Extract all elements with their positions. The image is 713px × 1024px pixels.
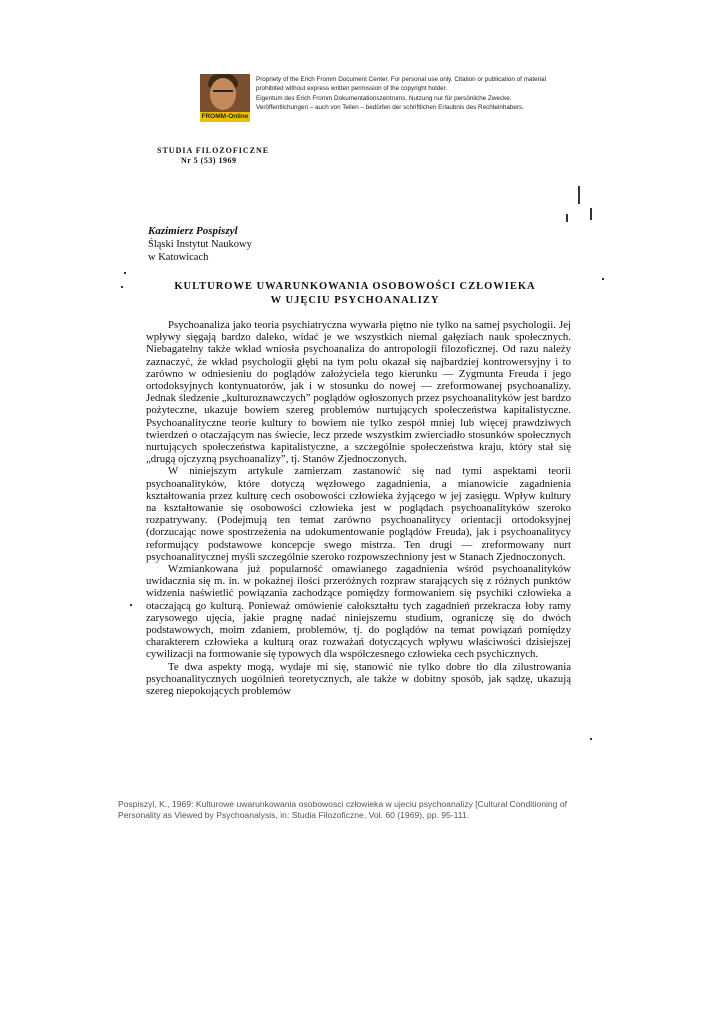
paragraph: W niniejszym artykule zamierzam zastanowić się nad tymi aspektami teorii psychoanalityków, które dotyczą węzłowego zagadnienia, a mianowicie zagadnienia kształtowania przez kulturę cech osobowości człowieka żyjącego w jej zasięgu. Wpływ kultury na kształtowanie się osobowości człowieka jest w poglądach psychoanalityków szeroko rozpatrywany. (Podejmują ten temat zarówno psychoanalitycy orientacji ortodoksyjnej (dorzucając nowe spostrzeżenia na udokumentowanie poglądów Freuda), jak i psychoanalitycy reformujący podstawowe koncepcje swego mistrza. Ten drugi — zreformowany nurt psychoanalitycznej myśli szczególnie szeroko rozpowszechniony jest w Stanach Zjednoczonych. bbox=[146, 465, 571, 563]
scan-mark bbox=[124, 272, 126, 274]
title-line-2: W UJĘCIU PSYCHOANALIZY bbox=[270, 295, 440, 306]
author-block bbox=[148, 225, 252, 264]
author-name: Kazimierz Pospiszyl bbox=[148, 225, 238, 237]
logo-label: FROMM-Online bbox=[201, 113, 249, 120]
scan-mark bbox=[578, 186, 580, 204]
fromm-online-logo bbox=[200, 74, 250, 122]
scan-mark bbox=[121, 286, 123, 288]
copyright-banner bbox=[200, 74, 560, 126]
author-institution: Śląski Instytut Naukowy bbox=[148, 239, 252, 250]
notice-english: Propriety of the Erich Fromm Document Center. For personal use only. Citation or publication of material prohibited without express written permission of the copyright holder. bbox=[256, 76, 547, 92]
scan-mark bbox=[130, 604, 132, 606]
journal-header bbox=[157, 146, 269, 166]
scan-mark bbox=[602, 278, 604, 280]
copyright-notice bbox=[256, 76, 556, 114]
journal-name: STUDIA FILOZOFICZNE bbox=[157, 146, 270, 155]
notice-german: Eigentum des Erich Fromm Dokumentationszentrums. Nutzung nur für persönliche Zwecke. Veröffentlichungen – auch von Teilen – bedürfen der schriftlichen Erlaubnis des Rechteinhabers. bbox=[256, 95, 524, 111]
author-city: w Katowicach bbox=[148, 252, 209, 263]
paragraph: Te dwa aspekty mogą, wydaje mi się, stanowić nie tylko dobre tło dla zilustrowania psychoanalitycznych uogólnień teoretycznych, ale także w dobitny sposób, jak sądzę, ukazują szereg niepokojących problemów bbox=[146, 660, 571, 698]
paragraph: Wzmiankowana już popularność omawianego zagadnienia wśród psychoanalityków uwidacznia się m. in. w pokaźnej ilości przeróżnych rozpraw starających się z różnych punktów widzenia naświetlić powiązania zachodzące pomiędzy formowaniem się psychiki człowieka a otaczającą go kulturą. Ponieważ omówienie całokształtu tych zagadnień przekracza łoby ramy zarysowego ujęcia, jakie pragnę nadać niniejszemu studium, ograniczę się do dwóch podstawowych, moim zdaniem, problemów, tj. do poglądów na temat powiązań pomiędzy charakterem człowieka a kulturą oraz rozważań dotyczących wpływu właściwości dzisiejszej cywilizacji na formowanie się typowych dla współczesnego człowieka cech psychicznych. bbox=[146, 563, 571, 661]
title-line-1: KULTUROWE UWARUNKOWANIA OSOBOWOŚCI CZŁOWIEKA bbox=[174, 281, 536, 292]
citation-footer: Pospiszyl, K., 1969: Kulturowe uwarunkowania osobowosci człowieka w ujeciu psychoanalizy [Cultural Conditioning of Personality as Viewed by Psychoanalysis, in: Studia Filozoficzne, Vol. 60 (1969), pp. 95-111. bbox=[118, 799, 568, 820]
scan-mark bbox=[590, 738, 592, 740]
article-title bbox=[140, 280, 570, 308]
paragraph: Psychoanaliza jako teoria psychiatryczna wywarła piętno nie tylko na samej psychologii. Jej wpływy sięgają bardzo daleko, widać je we wszystkich niemal gałęziach nauk społecznych. Niebagatelny także wkład wniosła psychoanaliza do antropologii filozoficznej. Od razu należy zaznaczyć, że wkład psychologii głębi na tym polu okazał się najbardziej kontrowersyjny i to zarówno w odniesieniu do poglądów założyciela tego kierunku — Zygmunta Freuda i jego ortodoksyjnych kontynuatorów, jak i w stosunku do nowej — zreformowanej psychoanalizy. Jednak śledzenie „kulturoznawczych” poglądów ogłoszonych przez psychoanalityków jest bardzo pożyteczne, ukazuje bowiem szereg problemów nurtujących społeczeństwa kapitalistyczne. Psychoanalityczne teorie kultury to bowiem nie tylko zespół mniej lub więcej prawdziwych twierdzeń o otaczającym nas świecie, lecz przede wszystkim zwierciadło stosunków społecznych nurtujących społeczeństwa kapitalistyczne, a szczególnie społeczeństwa kraju, który stał się „drugą ojczyzną psychoanalizy”, tj. Stanów Zjednoczonych. bbox=[146, 319, 571, 466]
article-body bbox=[146, 319, 571, 697]
journal-issue: Nr 5 (53) 1969 bbox=[181, 156, 237, 165]
scan-mark bbox=[590, 208, 592, 220]
scan-mark bbox=[566, 214, 568, 222]
